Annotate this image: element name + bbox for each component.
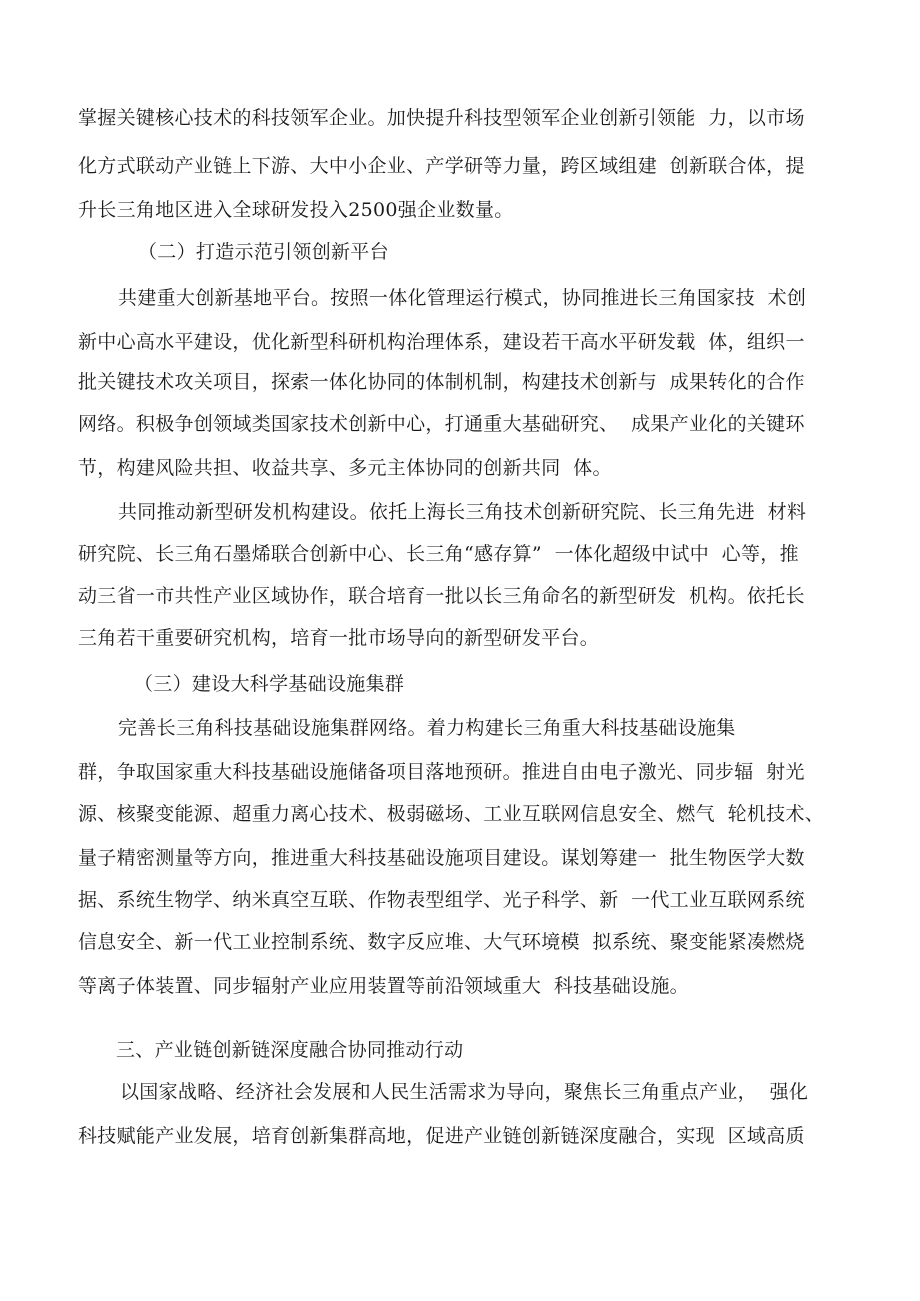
text-line: 掌握关键核心技术的科技领军企业。加快提升科技型领军企业创新引领能 力，以市场 — [78, 107, 805, 129]
text-line: 动三省一市共性产业区域协作，联合培育一批以长三角命名的新型研发 机构。依托长 — [78, 585, 805, 607]
text-line: 群，争取国家重大科技基础设施储备项目落地预研。推进自由电子激光、同步辐 射光 — [78, 761, 805, 783]
text-line: 节，构建风险共担、收益共享、多元主体协同的创新共同 体。 — [78, 457, 612, 479]
chapter-heading: 三、产业链创新链深度融合协同推动行动 — [116, 1039, 464, 1061]
paragraph-first-line: 以国家战略、经济社会发展和人民生活需求为导向，聚焦长三角重点产业， 强化 — [120, 1081, 809, 1103]
text-line: 科技赋能产业发展，培育创新集群高地，促进产业链创新链深度融合，实现 区域高质 — [78, 1125, 805, 1147]
section-heading: （二）打造示范引领创新平台 — [138, 241, 389, 263]
paragraph-first-line: 共同推动新型研发机构建设。依托上海长三角技术创新研究院、长三角先进 材料 — [118, 501, 807, 523]
text-line: 信息安全、新一代工业控制系统、数字反应堆、大气环境模 拟系统、聚变能紧凑燃烧 — [78, 931, 805, 953]
section-heading: （三）建设大科学基础设施集群 — [134, 673, 405, 695]
text-line: 批关键技术攻关项目，探索一体化协同的体制机制，构建技术创新与 成果转化的合作 — [78, 371, 805, 393]
text-line: 等离子体装置、同步辐射产业应用装置等前沿领域重大 科技基础设施。 — [78, 975, 689, 997]
text-line: 量子精密测量等方向，推进重大科技基础设施项目建设。谋划筹建一 批生物医学大数 — [78, 847, 805, 869]
text-line: 据、系统生物学、纳米真空互联、作物表型组学、光子科学、新 一代工业互联网系统 — [78, 889, 805, 911]
text-line: 升长三角地区进入全球研发投入2500强企业数量。 — [78, 199, 514, 221]
text-line: 化方式联动产业链上下游、大中小企业、产学研等力量，跨区域组建 创新联合体，提 — [78, 155, 805, 177]
text-line: 新中心高水平建设，优化新型科研机构治理体系，建设若干高水平研发载 体，组织一 — [78, 331, 805, 353]
text-line: 研究院、长三角石墨烯联合创新中心、长三角“感存算” 一体化超级中试中 心等，推 — [78, 543, 799, 565]
text-line: 三角若干重要研究机构，培育一批市场导向的新型研发平台。 — [78, 627, 600, 649]
text-line: 网络。积极争创领域类国家技术创新中心，打通重大基础研究、 成果产业化的关键环 — [78, 413, 805, 435]
paragraph-first-line: 共建重大创新基地平台。按照一体化管理运行模式，协同推进长三角国家技 术创 — [118, 287, 807, 309]
paragraph-first-line: 完善长三角科技基础设施集群网络。着力构建长三角重大科技基础设施集 — [118, 717, 736, 739]
text-line: 源、核聚变能源、超重力离心技术、极弱磁场、工业互联网信息安全、燃气 轮机技术、 — [78, 803, 825, 825]
